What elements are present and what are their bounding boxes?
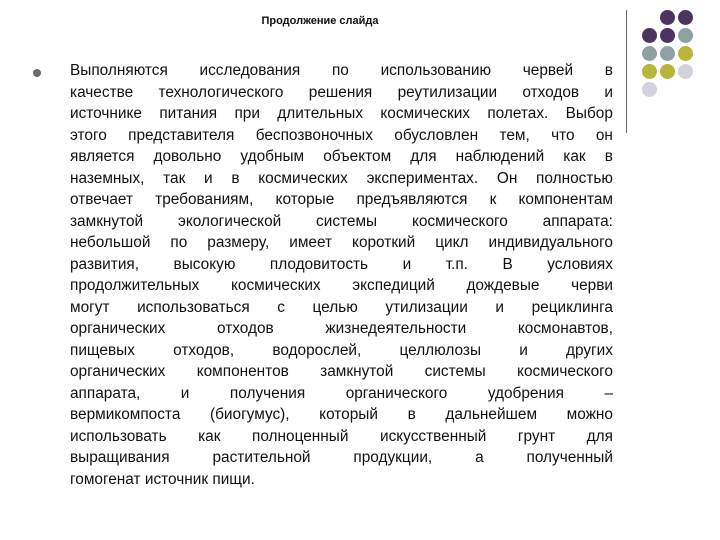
text-line: небольшой по размеру, имеет короткий цикл индивидуального (70, 234, 613, 251)
bullet-icon (33, 69, 41, 77)
text-line: могут использоваться с целью утилизации и рециклинга (70, 298, 613, 316)
decor-dot (642, 28, 657, 43)
text-line: Выполняются исследования по использованию червей в (70, 62, 613, 79)
decor-dot (678, 28, 693, 43)
dot-spacer (642, 10, 657, 25)
text-line: органических компонентов замкнутой системы космического (70, 363, 613, 380)
text-line: органических отходов жизнедеятельности космонавтов, (70, 320, 613, 337)
decor-dot (660, 28, 675, 43)
decor-dot (642, 46, 657, 61)
text-line: развития, высокую плодовитость и т.п. В условиях (70, 255, 613, 273)
text-line: использовать как полноценный искусственный грунт для (70, 427, 613, 445)
decor-dot (642, 82, 657, 97)
text-line: продолжительных космических экспедиций дождевые черви (70, 277, 613, 294)
text-line: качестве технологического решения реутилизации отходов и (70, 83, 613, 101)
decorative-dot-grid (642, 10, 693, 97)
body-text (70, 60, 613, 490)
text-line: выращивания растительной продукции, а полученный (70, 449, 613, 466)
text-line: отвечает требованиям, которые предъявляются к компонентам (70, 191, 613, 208)
text-line: гомогенат источник пищи. (70, 470, 255, 488)
text-line: наземных, так и в космических экспериментах. Он полностью (70, 169, 613, 187)
decor-dot (660, 10, 675, 25)
decor-dot (678, 46, 693, 61)
text-line: является довольно удобным объектом для наблюдений как в (70, 148, 613, 165)
decor-dot (678, 10, 693, 25)
decor-dot (642, 64, 657, 79)
text-line: источнике питания при длительных космических полетах. Выбор (70, 105, 613, 122)
text-line: замкнутой экологической системы космического аппарата: (70, 212, 613, 230)
text-line: пищевых отходов, водорослей, целлюлозы и других (70, 341, 613, 359)
decor-dot (678, 64, 693, 79)
decor-dot (660, 64, 675, 79)
text-line: вермикомпоста (биогумус), который в дальнейшем можно (70, 406, 613, 423)
text-line: этого представителя беспозвоночных обусловлен тем, что он (70, 126, 613, 144)
divider-line (626, 10, 627, 133)
text-line: аппарата, и получения органического удобрения – (70, 384, 613, 402)
slide-title: Продолжение слайда (261, 15, 379, 27)
decor-dot (660, 46, 675, 61)
